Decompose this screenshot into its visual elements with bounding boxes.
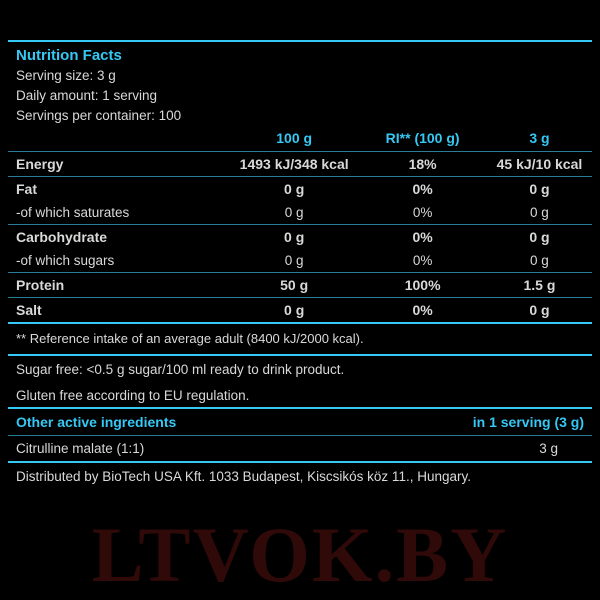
column-header-serving: 3 g: [529, 130, 550, 147]
table-row: [8, 298, 592, 323]
table-row: [8, 225, 592, 250]
distributor-line: Distributed by BioTech USA Kft. 1033 Budapest, Kiscsikós köz 11., Hungary.: [16, 469, 471, 485]
row-value-100g: 1493 kJ/348 kcal: [230, 152, 358, 177]
table-row: [8, 201, 592, 225]
row-label: -of which saturates: [16, 205, 130, 221]
row-value-serving: 0 g: [487, 225, 592, 250]
row-value-100g: 0 g: [230, 177, 358, 202]
row-value-ri: 0%: [412, 253, 433, 269]
row-value-serving: 1.5 g: [487, 273, 592, 298]
serving-size-line: Serving size: 3 g: [16, 68, 116, 83]
row-label: -of which sugars: [16, 253, 115, 269]
watermark: LTVOK.BY: [91, 511, 509, 598]
row-value-100g: 0 g: [230, 225, 358, 250]
row-label: Protein: [8, 273, 230, 298]
column-header-ri: RI** (100 g): [385, 130, 460, 147]
row-label: Carbohydrate: [8, 225, 230, 250]
active-ingredient-name: Citrulline malate (1:1): [16, 441, 145, 457]
daily-amount-line: Daily amount: 1 serving: [16, 87, 158, 103]
row-value-serving: 0 g: [530, 205, 549, 221]
nutrition-label-panel: [8, 8, 592, 592]
page-title: Nutrition Facts: [16, 47, 122, 64]
column-header-100g: 100 g: [276, 130, 313, 147]
row-value-ri: 18%: [358, 152, 486, 177]
active-ingredients-header: [8, 409, 592, 435]
table-row: [8, 177, 592, 202]
row-value-ri: 0%: [358, 225, 486, 250]
table-row: [8, 152, 592, 177]
row-label: Energy: [8, 152, 230, 177]
servings-per-container-line: Servings per container: 100: [16, 107, 182, 123]
row-value-serving: 0 g: [487, 298, 592, 323]
row-value-serving: 0 g: [487, 177, 592, 202]
row-value-100g: 50 g: [230, 273, 358, 298]
nutrition-table: [8, 125, 592, 322]
claim-gluten-free: Gluten free according to EU regulation.: [16, 387, 250, 403]
row-value-serving: 45 kJ/10 kcal: [487, 152, 592, 177]
table-row: [8, 273, 592, 298]
row-value-ri: 0%: [358, 177, 486, 202]
table-row: [8, 249, 592, 273]
row-value-ri: 0%: [358, 298, 486, 323]
table-header-row: [8, 125, 592, 152]
row-value-100g: 0 g: [284, 205, 304, 221]
row-value-ri: 0%: [412, 205, 433, 221]
reference-intake-note: ** Reference intake of an average adult (8400 kJ/2000 kcal).: [16, 331, 364, 347]
active-ingredient-row: [8, 436, 592, 461]
nutrition-label-inner: [8, 40, 592, 488]
active-ingredient-amount: 3 g: [539, 441, 558, 457]
column-header-nutrient: [8, 125, 230, 152]
row-value-100g: 0 g: [284, 253, 304, 269]
row-value-serving: 0 g: [530, 253, 549, 269]
active-ingredients-serving: in 1 serving (3 g): [472, 414, 584, 431]
row-value-100g: 0 g: [230, 298, 358, 323]
row-label: Fat: [8, 177, 230, 202]
active-ingredients-title: Other active ingredients: [16, 414, 177, 431]
claim-sugar-free: Sugar free: <0.5 g sugar/100 ml ready to drink product.: [16, 361, 345, 377]
row-label: Salt: [8, 298, 230, 323]
row-value-ri: 100%: [358, 273, 486, 298]
